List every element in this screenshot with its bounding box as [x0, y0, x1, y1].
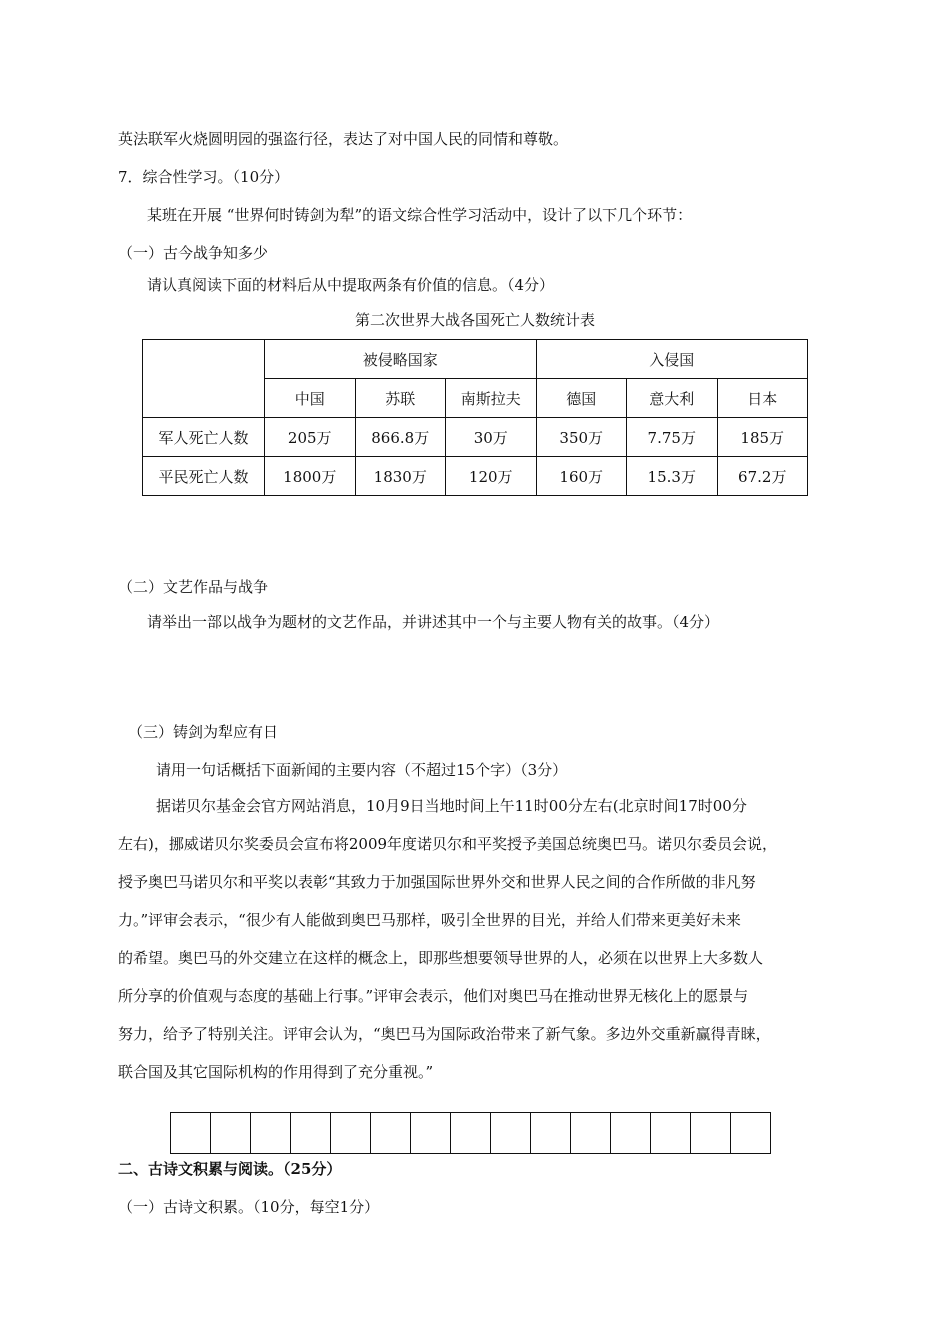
country-header: 南斯拉夫	[446, 379, 537, 418]
section-1-prompt: 请认真阅读下面的材料后从中提取两条有价值的信息。（4分）	[147, 276, 555, 294]
country-header: 苏联	[355, 379, 446, 418]
table-cell: 1800万	[265, 457, 356, 496]
answer-grid[interactable]	[170, 1112, 771, 1154]
country-header: 中国	[265, 379, 356, 418]
news-line: 左右)，挪威诺贝尔奖委员会宣布将2009年度诺贝尔和平奖授予美国总统奥巴马。诺贝尔委员会说，	[118, 835, 778, 853]
question-7-heading: 7．综合性学习。（10分）	[118, 168, 290, 186]
news-line: 的希望。奥巴马的外交建立在这样的概念上，即那些想要领导世界的人，必须在以世界上大多数人	[118, 949, 764, 967]
answer-box[interactable]	[691, 1113, 731, 1153]
section-3-title: （三）铸剑为犁应有日	[128, 723, 279, 741]
table-cell: 350万	[536, 418, 627, 457]
table-corner-cell	[143, 340, 265, 418]
death-statistics-table	[142, 339, 808, 496]
answer-box[interactable]	[331, 1113, 371, 1153]
answer-box[interactable]	[611, 1113, 651, 1153]
answer-box[interactable]	[491, 1113, 531, 1153]
table-cell: 67.2万	[717, 457, 808, 496]
table-cell: 160万	[536, 457, 627, 496]
answer-box[interactable]	[411, 1113, 451, 1153]
table-cell: 30万	[446, 418, 537, 457]
table-caption: 第二次世界大战各国死亡人数统计表	[354, 311, 595, 329]
table-cell: 7.75万	[627, 418, 718, 457]
table-cell: 205万	[265, 418, 356, 457]
table-cell: 120万	[446, 457, 537, 496]
section-2-title: （二）文艺作品与战争	[118, 578, 269, 596]
header-invader-countries: 入侵国	[536, 340, 808, 379]
header-invaded-countries: 被侵略国家	[265, 340, 537, 379]
news-line: 努力，给予了特别关注。评审会认为，“奥巴马为国际政治带来了新气象。多边外交重新赢得青睐，	[118, 1025, 771, 1043]
answer-box[interactable]	[451, 1113, 491, 1153]
country-header: 日本	[717, 379, 808, 418]
row-label: 军人死亡人数	[143, 418, 265, 457]
part-2-heading: 二、古诗文积累与阅读。（25分）	[118, 1160, 342, 1178]
answer-box[interactable]	[731, 1113, 771, 1153]
section-1-title: （一）古今战争知多少	[118, 244, 269, 262]
intro-paragraph: 某班在开展 “世界何时铸剑为犁”的语文综合性学习活动中，设计了以下几个环节：	[147, 206, 693, 224]
answer-box[interactable]	[291, 1113, 331, 1153]
answer-box[interactable]	[571, 1113, 611, 1153]
news-line: 联合国及其它国际机构的作用得到了充分重视。”	[118, 1063, 434, 1081]
section-3-prompt: 请用一句话概括下面新闻的主要内容（不超过15个字）（3分）	[156, 761, 568, 779]
answer-box[interactable]	[371, 1113, 411, 1153]
row-label: 平民死亡人数	[143, 457, 265, 496]
news-line: 授予奥巴马诺贝尔和平奖以表彰“其致力于加强国际世界外交和世界人民之间的合作所做的非凡努	[118, 873, 756, 891]
news-line: 所分享的价值观与态度的基础上行事。”评审会表示，他们对奥巴马在推动世界无核化上的愿景与	[118, 987, 749, 1005]
answer-box[interactable]	[651, 1113, 691, 1153]
table-row	[143, 457, 808, 496]
country-header: 德国	[536, 379, 627, 418]
text-line-1: 英法联军火烧圆明园的强盗行径，表达了对中国人民的同情和尊敬。	[118, 130, 569, 148]
news-line: 据诺贝尔基金会官方网站消息，10月9日当地时间上午11时00分左右(北京时间17时00分	[156, 797, 747, 815]
answer-box[interactable]	[171, 1113, 211, 1153]
answer-box[interactable]	[531, 1113, 571, 1153]
answer-box[interactable]	[211, 1113, 251, 1153]
news-line: 力。”评审会表示，“很少有人能做到奥巴马那样，吸引全世界的目光，并给人们带来更美好未来	[118, 911, 741, 929]
table-cell: 15.3万	[627, 457, 718, 496]
country-header: 意大利	[627, 379, 718, 418]
table-cell: 185万	[717, 418, 808, 457]
table-cell: 866.8万	[355, 418, 446, 457]
answer-box[interactable]	[251, 1113, 291, 1153]
section-2-prompt: 请举出一部以战争为题材的文艺作品，并讲述其中一个与主要人物有关的故事。（4分）	[147, 613, 720, 631]
table-row	[143, 418, 808, 457]
part-2-subheading: （一）古诗文积累。（10分，每空1分）	[118, 1198, 380, 1216]
table-cell: 1830万	[355, 457, 446, 496]
